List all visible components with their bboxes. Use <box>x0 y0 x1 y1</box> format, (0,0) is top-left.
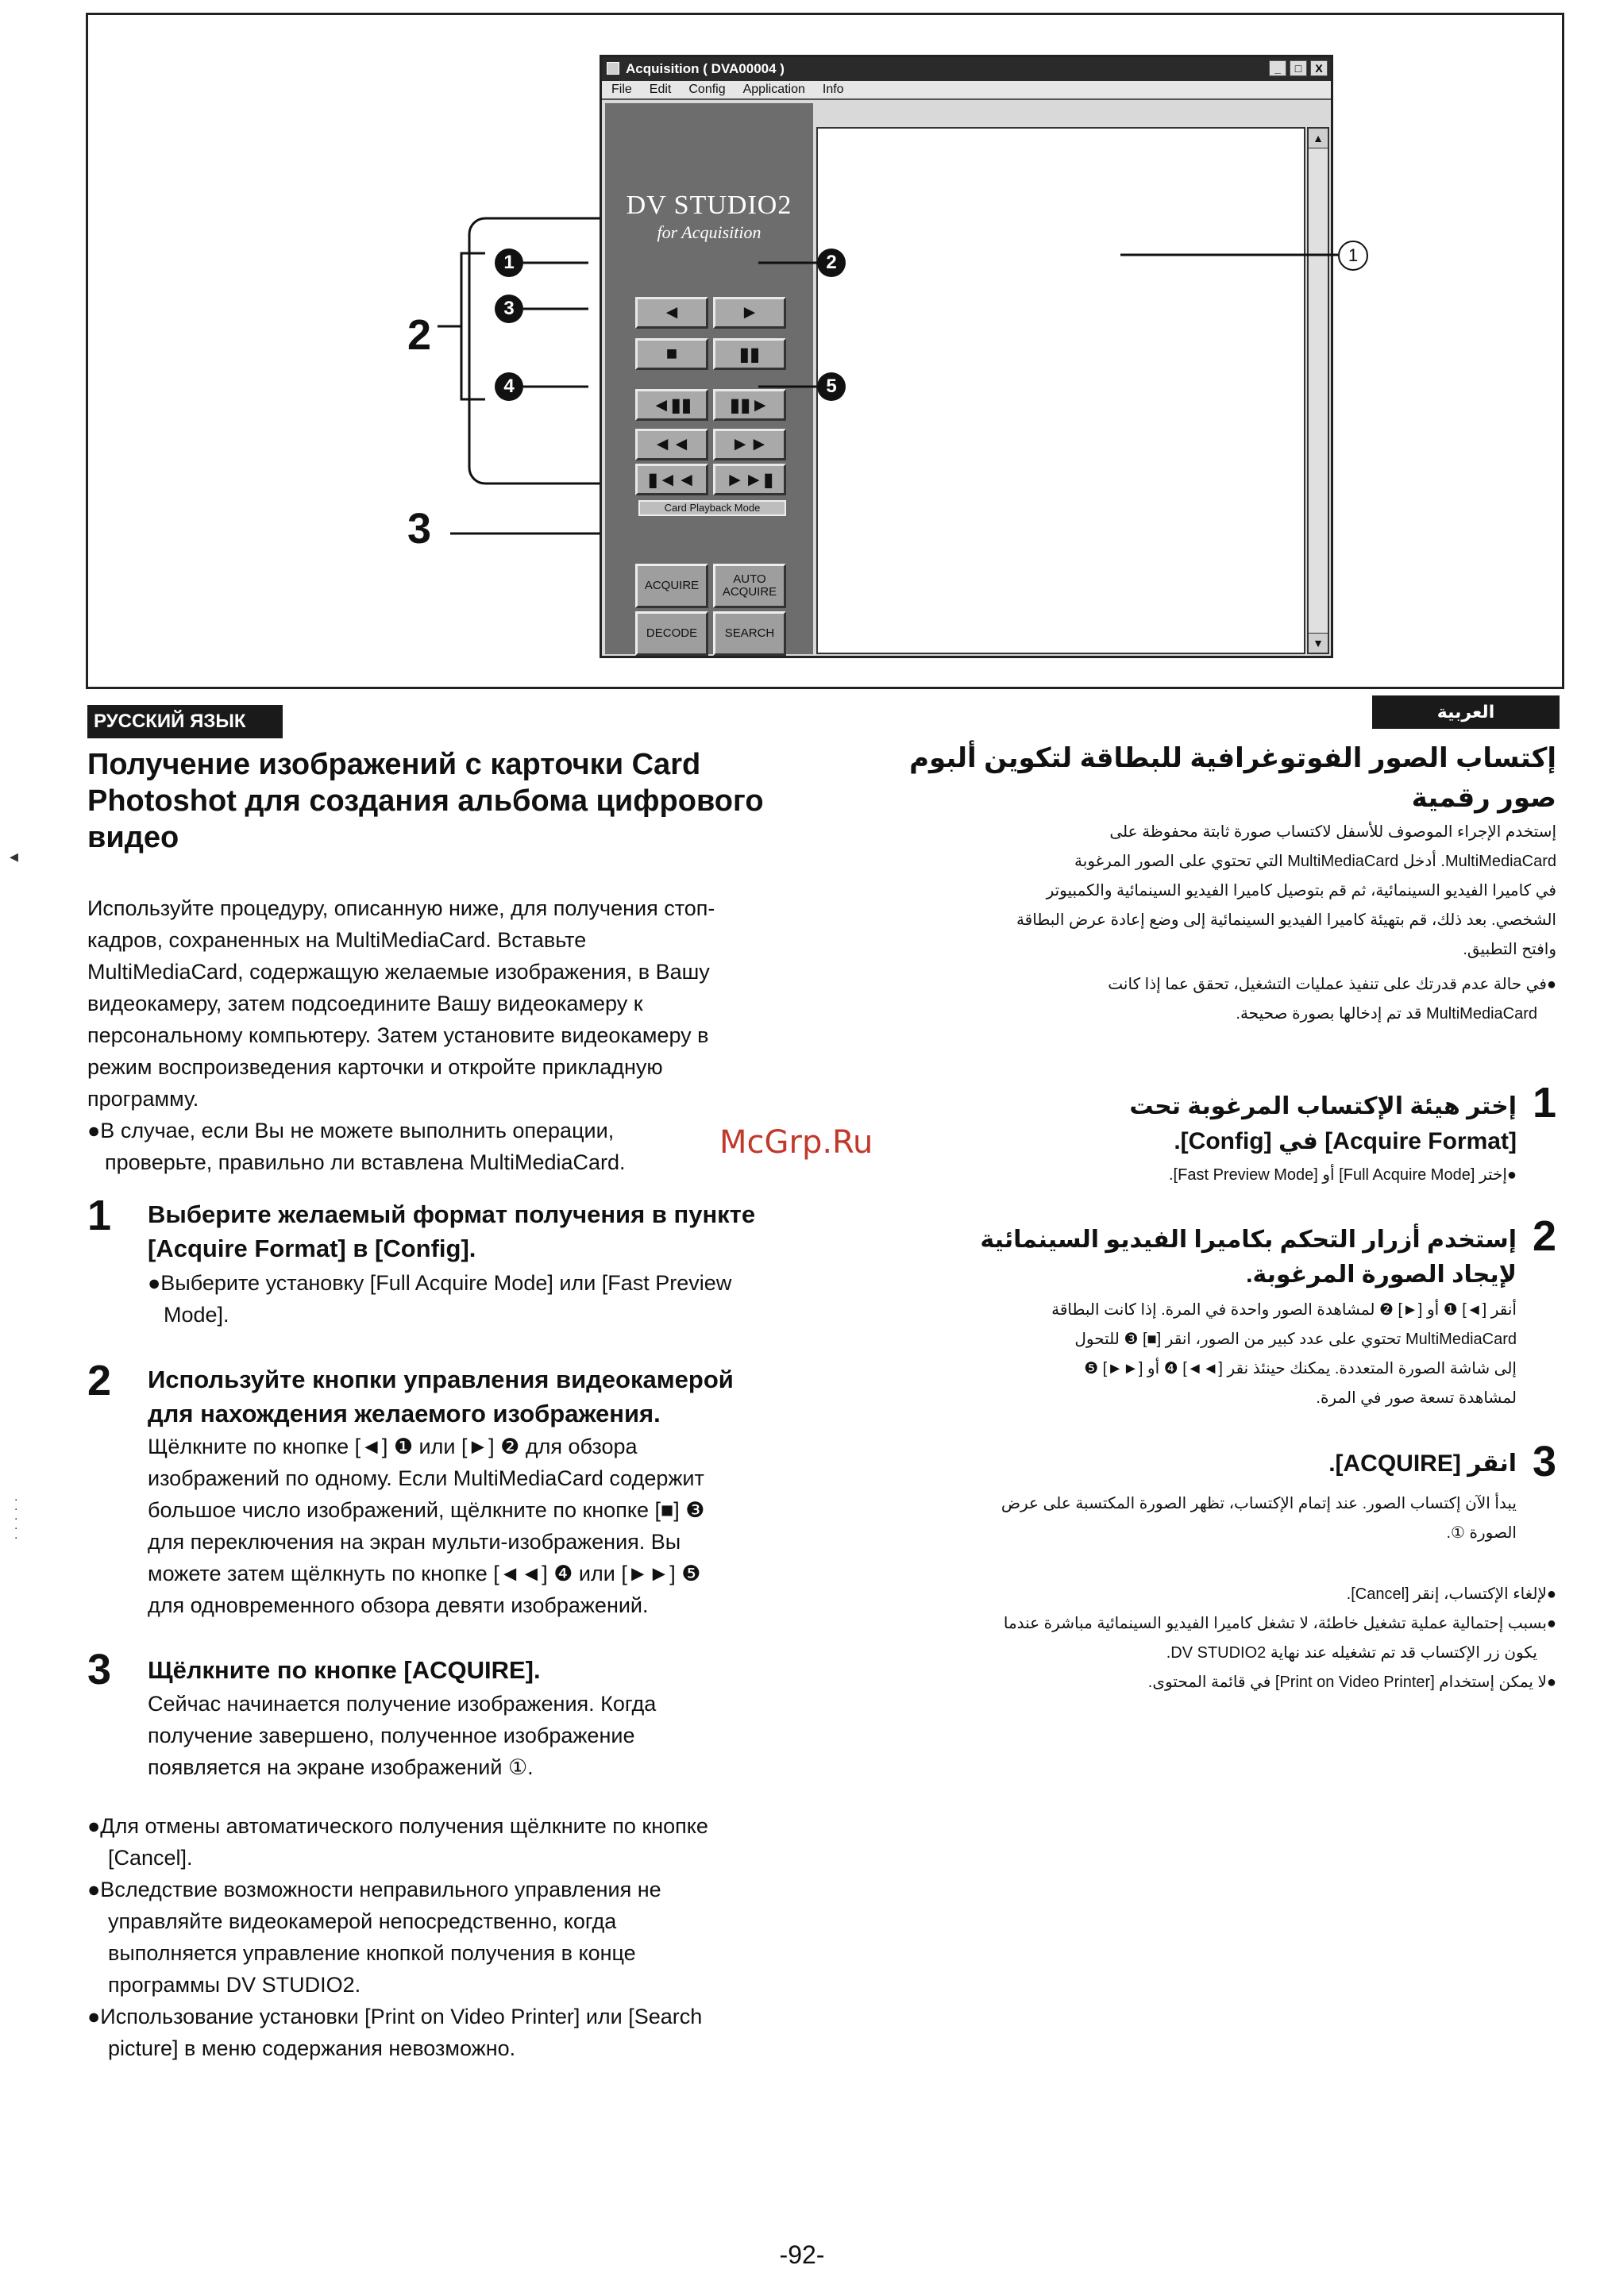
text-line: ●В случае, если Вы не можете выполнить операции, <box>87 1119 615 1142</box>
text-line: انقر [ACQUIRE]. <box>1328 1450 1517 1477</box>
menu-info[interactable]: Info <box>822 83 844 96</box>
russian-intro <box>87 892 866 1115</box>
text-line: ●بسبب إحتمالية عملية تشغيل خاطئة، لا تشغل كاميرا الفيديو السينمائية مباشرة عندما <box>1003 1615 1556 1632</box>
menu-application[interactable]: Application <box>742 83 805 96</box>
fast-forward-button[interactable]: ►► <box>713 429 786 460</box>
text-line: появляется на экране изображений ①. <box>148 1755 534 1779</box>
arabic-step-2-body <box>897 1296 1517 1413</box>
callout-leaders <box>88 15 1562 687</box>
callout-5: 5 <box>817 372 846 401</box>
russian-step-3-body <box>148 1688 862 1783</box>
scroll-up-icon[interactable]: ▲ <box>1309 129 1328 148</box>
next-button[interactable]: ► <box>713 297 786 329</box>
text-line: проверьте, правильно ли вставлена MultiMediaCard. <box>105 1150 626 1174</box>
text-line: إختر هيئة الإكتساب المرغوبة تحت <box>1129 1093 1517 1119</box>
arabic-intro-note <box>897 970 1556 1029</box>
prev-button[interactable]: ◄ <box>635 297 708 329</box>
text-line: ●في حالة عدم قدرتك على تنفيذ عمليات التشغيل، تحقق عما إذا كانت <box>1108 976 1556 993</box>
text-line: большое число изображений, щёлкните по кнопке [■] ❸ <box>148 1498 705 1522</box>
stop-button[interactable]: ■ <box>635 338 708 370</box>
arabic-step-2-heading <box>897 1223 1517 1292</box>
slow-back-button[interactable]: ◄▮▮ <box>635 389 708 421</box>
text-line: يكون زر الإكتساب قد تم تشغيله عند نهاية DV STUDIO2. <box>1166 1644 1537 1662</box>
text-line: выполняется управление кнопкой получения в конце <box>108 1941 636 1965</box>
lang-tab-russian: РУССКИЙ ЯЗЫК <box>87 705 283 738</box>
search-button[interactable]: SEARCH <box>713 611 786 656</box>
text-line: для переключения на экран мульти-изображения. Вы <box>148 1530 681 1554</box>
text-line: Используйте процедуру, описанную ниже, для получения стоп- <box>87 896 715 920</box>
text-line: [Acquire Format] в [Config]. <box>148 1235 476 1262</box>
slow-forward-button[interactable]: ▮▮► <box>713 389 786 421</box>
text-line: Сейчас начинается получение изображения. Когда <box>148 1692 657 1716</box>
text-line: [Acquire Format] في [Config]. <box>1174 1128 1517 1154</box>
callout-2: 2 <box>817 248 846 277</box>
text-line: MultiMediaCard. أدخل MultiMediaCard التي تحتوي على الصور المرغوبة <box>1074 853 1556 870</box>
russian-heading <box>87 746 866 856</box>
text-line: إكتساب الصور الفوتوغرافية للبطاقة لتكوين ألبوم <box>909 743 1556 773</box>
callout-1: 1 <box>495 248 523 277</box>
text-line: إستخدم أزرار التحكم بكاميرا الفيديو السينمائية <box>980 1227 1517 1253</box>
text-line: وافتح التطبيق. <box>1463 941 1556 958</box>
menu-file[interactable]: File <box>611 83 632 96</box>
text-line: الصورة ①. <box>1446 1524 1517 1542</box>
text-line: Используйте кнопки управления видеокамерой <box>148 1366 734 1393</box>
arabic-step-1-number: 1 <box>1533 1079 1557 1127</box>
logo-subtitle: for Acquisition <box>657 222 762 242</box>
text-line: программы DV STUDIO2. <box>108 1973 361 1997</box>
callout-4: 4 <box>495 372 523 401</box>
callout-circled-1: 1 <box>1338 241 1368 271</box>
russian-step-2-body <box>148 1431 862 1621</box>
arabic-step-3-body <box>897 1489 1517 1548</box>
text-line: [Cancel]. <box>108 1846 193 1870</box>
margin-marks: . . . . . <box>14 1490 18 1542</box>
lang-tab-arabic: العربية <box>1372 695 1560 729</box>
figure-frame <box>86 13 1564 689</box>
russian-step-3-heading <box>148 1653 862 1687</box>
margin-dot-icon: ◂ <box>10 846 19 866</box>
russian-step-1-heading <box>148 1197 862 1265</box>
text-line: программу. <box>87 1087 199 1111</box>
text-line: ●إختر [Full Acquire Mode] أو [Fast Preview Mode]. <box>1168 1166 1517 1184</box>
text-line: Выберите желаемый формат получения в пункте <box>148 1200 756 1228</box>
arabic-step-3-number: 3 <box>1533 1438 1557 1485</box>
heading-line: видео <box>87 821 179 854</box>
auto-acquire-button[interactable]: AUTO ACQUIRE <box>713 564 786 608</box>
text-line: MultiMediaCard, содержащую желаемые изображения, в Вашу <box>87 960 710 984</box>
text-line: кадров, сохраненных на MultiMediaCard. Вставьте <box>87 928 587 952</box>
text-line: управляйте видеокамерой непосредственно, когда <box>108 1909 617 1933</box>
text-line: получение завершено, полученное изображение <box>148 1724 635 1747</box>
card-playback-mode-label: Card Playback Mode <box>638 500 786 516</box>
heading-line: Photoshot для создания альбома цифрового <box>87 784 764 818</box>
pause-button[interactable]: ▮▮ <box>713 338 786 370</box>
decode-button[interactable]: DECODE <box>635 611 708 656</box>
russian-step-1-number: 1 <box>87 1192 112 1239</box>
text-line: ●Использование установки [Print on Video Printer] или [Search <box>87 2005 703 2028</box>
callout-3: 3 <box>495 295 523 323</box>
text-line: видеокамеру, затем подсоедините Вашу видеокамеру к <box>87 992 643 1015</box>
arabic-step-2-number: 2 <box>1533 1212 1557 1260</box>
russian-step-2-number: 2 <box>87 1357 112 1404</box>
text-line: Щёлкните по кнопке [ACQUIRE]. <box>148 1656 541 1684</box>
acquire-button[interactable]: ACQUIRE <box>635 564 708 608</box>
watermark: McGrp.Ru <box>719 1124 873 1161</box>
arabic-step-1-body <box>897 1161 1517 1190</box>
text-line: режим воспроизведения карточки и откройте прикладную <box>87 1055 663 1079</box>
russian-notes <box>87 1810 866 2064</box>
skip-end-button[interactable]: ►►▮ <box>713 464 786 495</box>
window-title: Acquisition ( DVA00004 ) <box>626 61 785 76</box>
text-line: ●Для отмены автоматического получения щёлкните по кнопке <box>87 1814 708 1838</box>
heading-line: Получение изображений с карточки Card <box>87 748 701 781</box>
text-line: picture] в меню содержания невозможно. <box>108 2036 516 2060</box>
text-line: الشخصي. بعد ذلك، قم بتهيئة كاميرا الفيديو السينمائية إلى وضع إعادة عرض البطاقة <box>1016 911 1556 929</box>
scroll-down-icon[interactable]: ▼ <box>1309 633 1328 653</box>
label-3: 3 <box>407 505 432 553</box>
text-line: изображений по одному. Если MultiMediaCard содержит <box>148 1466 704 1490</box>
text-line: صور رقمية <box>1411 783 1556 813</box>
minimize-button[interactable]: _ <box>1269 60 1286 76</box>
text-line: Щёлкните по кнопке [◄] ❶ или [►] ❷ для обзора <box>148 1435 638 1458</box>
russian-step-3-number: 3 <box>87 1646 112 1693</box>
logo-title: DV STUDIO2 <box>626 191 792 220</box>
arabic-heading <box>897 738 1556 818</box>
text-line: для нахождения желаемого изображения. <box>148 1400 661 1427</box>
text-line: لإيجاد الصورة المرغوبة. <box>1246 1262 1517 1288</box>
arabic-step-1-heading <box>897 1089 1517 1159</box>
maximize-button[interactable]: □ <box>1290 60 1307 76</box>
text-line: для одновременного обзора девяти изображений. <box>148 1593 649 1617</box>
arabic-notes <box>897 1580 1556 1697</box>
text-line: يبدأ الآن إكتساب الصور. عند إتمام الإكتساب، تظهر الصورة المكتسبة على عرض <box>1001 1495 1517 1512</box>
text-line: MultiMediaCard تحتوي على عدد كبير من الصور، انقر [■] ❸ للتحول <box>1074 1331 1517 1348</box>
text-line: إلى شاشة الصورة المتعددة. يمكنك حينئذ نقر [◄◄] ❹ أو [►►] ❺ <box>1084 1360 1517 1377</box>
skip-start-button[interactable]: ▮◄◄ <box>635 464 708 495</box>
text-line: MultiMediaCard قد تم إدخالها بصورة صحيحة. <box>1236 1005 1537 1023</box>
arabic-step-3-heading <box>897 1447 1517 1481</box>
menu-config[interactable]: Config <box>688 83 726 96</box>
text-line: можете затем щёлкнуть по кнопке [◄◄] ❹ или [►►] ❺ <box>148 1562 701 1585</box>
rewind-button[interactable]: ◄◄ <box>635 429 708 460</box>
text-line: لمشاهدة تسعة صور في المرة. <box>1316 1389 1517 1407</box>
text-line: ●لإلغاء الإكتساب، إنقر [Cancel]. <box>1346 1585 1556 1603</box>
text-line: أنقر [◄] ❶ أو [►] ❷ لمشاهدة الصور واحدة في المرة. إذا كانت البطاقة <box>1051 1301 1517 1319</box>
russian-step-1-body <box>148 1267 862 1331</box>
text-line: ●Вследствие возможности неправильного управления не <box>87 1878 661 1901</box>
page-number: -92- <box>779 2240 825 2269</box>
text-line: Mode]. <box>164 1303 229 1327</box>
text-line: персональному компьютеру. Затем установите видеокамеру в <box>87 1023 709 1047</box>
text-line: في كاميرا الفيديو السينمائية، ثم قم بتوصيل كاميرا الفيديو السينمائية والكمبيوتر <box>1046 882 1556 900</box>
arabic-intro <box>897 818 1556 965</box>
text-line: ●لا يمكن إستخدام [Print on Video Printer] في قائمة المحتوى. <box>1147 1674 1556 1691</box>
russian-step-2-heading <box>148 1362 862 1431</box>
label-2: 2 <box>407 311 432 359</box>
text-line: ●Выберите установку [Full Acquire Mode] или [Fast Preview <box>148 1271 732 1295</box>
menu-edit[interactable]: Edit <box>649 83 672 96</box>
text-line: إستخدم الإجراء الموصوف للأسفل لاكتساب صورة ثابتة محفوظة على <box>1109 823 1556 841</box>
close-button[interactable]: X <box>1310 60 1328 76</box>
